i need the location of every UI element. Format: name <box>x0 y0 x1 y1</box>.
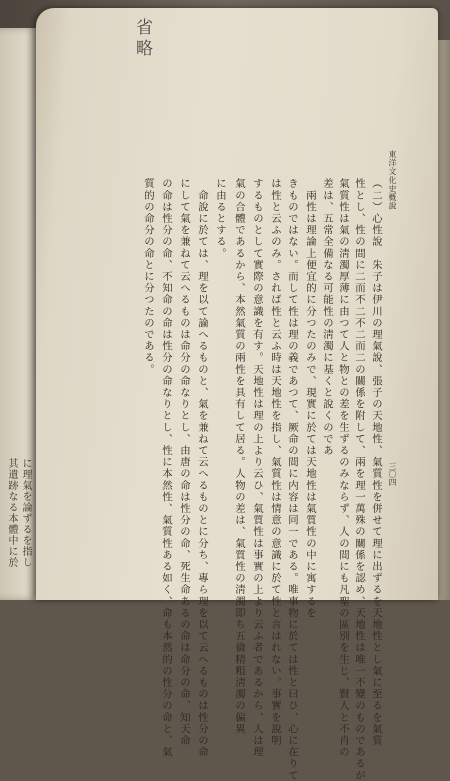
text-column: にして氣を兼ねて云へるものは命分の命なりとし、由唐の命は性分の命、死生命あるの命は命分の命、知天命 <box>178 178 190 747</box>
text-column: に由るとする。 <box>214 178 226 260</box>
facing-page-fragment: 其遺跡なる本體中に於 <box>6 458 17 568</box>
text-column: するものとして實際の意識を有す。天地性は理の上より云ひ、氣質性は事實の上より云ふ者であるから、人は理 <box>251 178 263 758</box>
text-column: 差は、五常全備なる可能性の淸濁に基くと說くのであ <box>321 178 333 457</box>
facing-page-fragment: に理氣を論ずるを指し <box>20 458 31 568</box>
text-column: 氣質性は氣の淸濁厚薄に由つて人と物との差を生ずるのみならず、人の間にも凡聖の區別を生じ、賢人と不肖の <box>337 178 349 758</box>
text-column: の命は性分の命、不知命の命は性分の命なりとし、性に本然性、氣質性ある如く、命も本然的の性分の命と、氣 <box>160 178 172 758</box>
text-column: 命說に於ては、理を以て論へるものと、氣を兼ねて云へるものとに分ち、專ら理を以て云へるものは性分の命 <box>196 178 208 758</box>
text-column: 兩性は理論上便宜的に分つたのみで、現實に於ては天地性は氣質性の中に寓するを <box>304 178 316 619</box>
text-column: 質的の命分の命とに分つたのである。 <box>142 178 154 376</box>
text-column: （二）心性說 朱子は伊川の理氣說、張子の天地性、氣質性を併せて理に出ずるを天地性とし氣に至るを氣質 <box>370 178 382 747</box>
text-column: 氣の合體であるから、本然氣質の兩性を具有して居る。人物の差は、氣質性の淸濁即ち五倫精粗淸濁の偏異 <box>233 178 245 735</box>
text-column: 性とし、性の間に二而不二不二而二の關係を附して、兩を理一萬殊の關係を認め、天地性は唯一不變のものであるが <box>353 178 365 781</box>
text-column: きものではない。而して性は理の義であつて、厥命の間に内容は同一である。唯事物に於ては性と曰ひ、心に在りて <box>286 178 298 781</box>
page-number: 三〇四 <box>388 462 397 486</box>
text-column: は性と云ふのみ。されば性と云ふ時は天地性を指し、氣質性は情意の意識に於て性と言はれない。事實を說明 <box>269 178 281 747</box>
running-header-title: 東洋文化史概說 <box>388 150 397 211</box>
facing-page-edge <box>0 28 40 600</box>
handwritten-note: 省略 <box>132 18 152 60</box>
